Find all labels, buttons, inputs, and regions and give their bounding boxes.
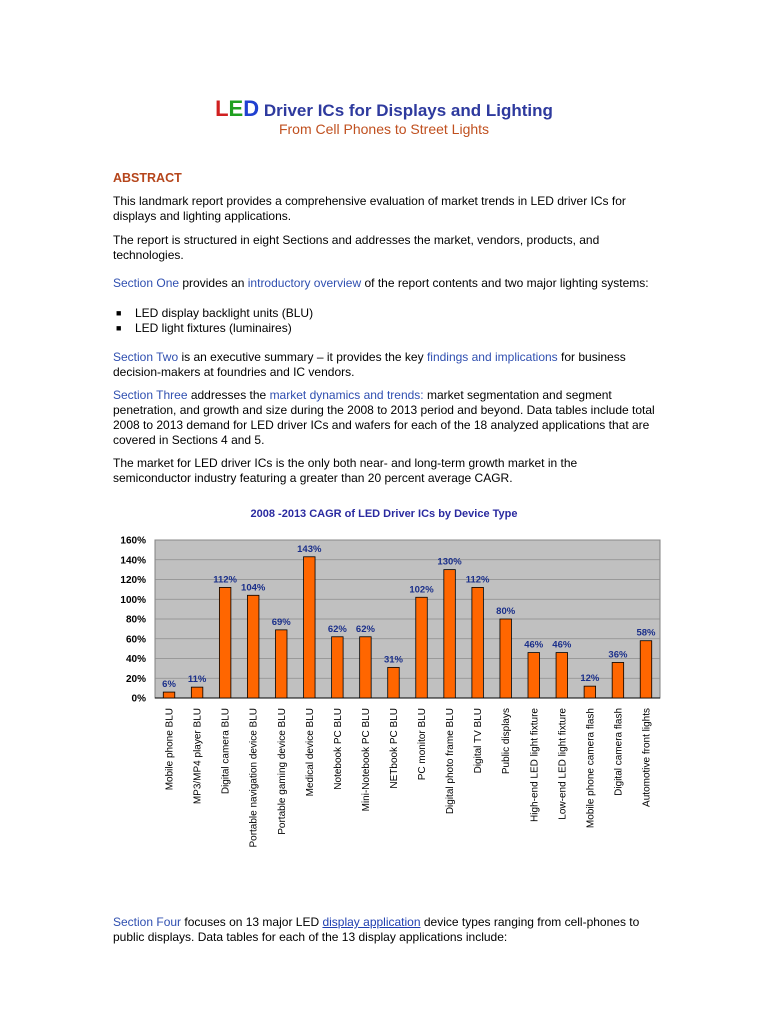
paragraph-section-three bbox=[113, 388, 658, 448]
data-label: 102% bbox=[409, 584, 434, 596]
data-label: 62% bbox=[355, 623, 375, 635]
link-market-dynamics[interactable]: market dynamics and trends: bbox=[269, 388, 424, 402]
data-label: 62% bbox=[327, 623, 347, 635]
bar bbox=[556, 653, 568, 698]
abstract-heading: ABSTRACT bbox=[113, 171, 182, 185]
paragraph-intro: This landmark report provides a comprehensive evaluation of market trends in LED driver ICs for displays and lighting applications. bbox=[113, 194, 626, 223]
title-letter-d: D bbox=[243, 96, 260, 121]
x-tick-label: Digital camera BLU bbox=[220, 708, 232, 795]
bar bbox=[332, 637, 344, 698]
text-span: is an executive summary – it provides the key bbox=[178, 350, 427, 364]
paragraph-market: The market for LED driver ICs is the only both near- and long-term growth market in the semiconductor industry featuring a greater than 20 percent average CAGR. bbox=[113, 456, 578, 485]
x-tick-label: Mobile phone BLU bbox=[164, 708, 176, 791]
data-label: 6% bbox=[162, 679, 176, 691]
document-subtitle: From Cell Phones to Street Lights bbox=[278, 121, 490, 137]
y-tick-label: 120% bbox=[120, 575, 146, 586]
x-tick-label: Notebook PC BLU bbox=[332, 708, 344, 790]
x-tick-label: Mobile phone camera flash bbox=[585, 708, 597, 829]
x-tick-label: PC monitor BLU bbox=[417, 708, 429, 781]
bar bbox=[388, 667, 400, 698]
paragraph-section-two bbox=[113, 350, 658, 380]
data-label: 12% bbox=[580, 673, 600, 685]
data-label: 31% bbox=[383, 654, 403, 666]
data-label: 69% bbox=[271, 616, 291, 628]
x-tick-label: Digital TV BLU bbox=[473, 708, 485, 774]
bullet-icon: ■ bbox=[116, 308, 122, 318]
bullet-text: LED light fixtures (luminaires) bbox=[135, 321, 292, 335]
x-tick-label: Digital camera flash bbox=[613, 708, 625, 796]
x-tick-label: Mini-Notebook PC BLU bbox=[360, 708, 372, 812]
x-tick-label: MP3/MP4 player BLU bbox=[192, 708, 204, 805]
text-span: for business decision-makers at foundries and IC vendors. bbox=[113, 350, 626, 379]
chart-title: 2008 -2013 CAGR of LED Driver ICs by Device Type bbox=[250, 508, 518, 520]
bar bbox=[528, 653, 540, 698]
data-label: 80% bbox=[496, 606, 516, 617]
bar bbox=[276, 630, 288, 698]
bar bbox=[360, 637, 372, 698]
list-item bbox=[113, 306, 313, 321]
data-label: 36% bbox=[608, 649, 628, 661]
y-tick-label: 80% bbox=[125, 614, 146, 626]
bar bbox=[500, 619, 512, 698]
document-title bbox=[0, 96, 768, 122]
y-tick-label: 20% bbox=[125, 673, 146, 685]
text-span: provides an bbox=[179, 276, 248, 290]
link-display-application[interactable]: display application bbox=[322, 915, 421, 929]
bar bbox=[304, 557, 316, 698]
text-span: device types ranging from cell-phones to public displays. Data tables for each of the 13 display applications include: bbox=[113, 915, 640, 944]
link-findings-implications[interactable]: findings and implications bbox=[426, 350, 558, 364]
data-label: 58% bbox=[636, 627, 656, 639]
y-tick-label: 60% bbox=[125, 634, 146, 646]
bar bbox=[612, 662, 624, 698]
x-tick-label: Portable navigation device BLU bbox=[248, 708, 260, 848]
data-label: 112% bbox=[465, 574, 490, 586]
data-label: 112% bbox=[213, 574, 238, 586]
bar bbox=[191, 687, 203, 698]
link-section-two[interactable]: Section Two bbox=[113, 350, 179, 364]
data-label: 46% bbox=[552, 639, 572, 651]
y-tick-label: 140% bbox=[120, 555, 146, 567]
x-tick-label: Low-end LED light fixture bbox=[557, 708, 569, 820]
text-span: of the report contents and two major lighting systems: bbox=[361, 276, 649, 290]
bar bbox=[584, 686, 596, 698]
title-letter-e: E bbox=[228, 96, 244, 121]
data-label: 130% bbox=[437, 556, 462, 568]
bar bbox=[163, 692, 175, 698]
x-tick-label: Portable gaming device BLU bbox=[276, 708, 288, 835]
x-tick-label: Digital photo frame BLU bbox=[445, 708, 457, 815]
y-tick-label: 100% bbox=[120, 594, 146, 606]
x-tick-label: Public displays bbox=[501, 708, 513, 775]
data-label: 11% bbox=[187, 674, 207, 686]
x-tick-label: High-end LED light fixture bbox=[529, 708, 541, 822]
bar bbox=[416, 597, 428, 698]
y-tick-label: 160% bbox=[120, 535, 146, 547]
bullet-text: LED display backlight units (BLU) bbox=[135, 306, 314, 320]
x-tick-label: NETbook PC BLU bbox=[388, 708, 400, 789]
data-label: 46% bbox=[524, 639, 544, 651]
link-section-one[interactable]: Section One bbox=[113, 276, 180, 290]
title-rest: Driver ICs for Displays and Lighting bbox=[259, 101, 553, 120]
y-tick-label: 0% bbox=[131, 693, 146, 705]
data-label: 143% bbox=[297, 543, 322, 555]
text-span: market segmentation and segment penetration, and growth and size during the 2008 to 2013 period and beyond. Data tables include total 2008 to 2013 demand for LED driver ICs and wafers for each of the 18 analyzed applications that are covered in Sections 4 and 5. bbox=[113, 388, 655, 447]
bullet-list bbox=[113, 306, 313, 336]
data-label: 104% bbox=[241, 582, 266, 594]
bar bbox=[219, 587, 231, 698]
link-section-four[interactable]: Section Four bbox=[113, 915, 182, 929]
y-tick-label: 40% bbox=[125, 654, 146, 665]
bar bbox=[444, 570, 456, 698]
link-introductory-overview[interactable]: introductory overview bbox=[247, 276, 362, 290]
text-span: focuses on 13 major LED bbox=[181, 915, 323, 929]
text-span: addresses the bbox=[187, 388, 270, 402]
title-letter-l: L bbox=[215, 96, 229, 121]
paragraph-section-one bbox=[113, 276, 658, 291]
bar bbox=[247, 595, 259, 698]
paragraph-section-four bbox=[113, 915, 658, 945]
list-item bbox=[113, 321, 313, 336]
paragraph-structure: The report is structured in eight Sections and addresses the market, vendors, products, and technologies. bbox=[113, 233, 600, 262]
bullet-icon: ■ bbox=[116, 323, 122, 333]
bar bbox=[472, 587, 484, 698]
cagr-bar-chart bbox=[100, 530, 670, 875]
x-tick-label: Medical device BLU bbox=[304, 708, 316, 797]
link-section-three[interactable]: Section Three bbox=[113, 388, 188, 402]
x-tick-label: Automotive front lights bbox=[641, 708, 653, 807]
bar bbox=[640, 641, 652, 698]
